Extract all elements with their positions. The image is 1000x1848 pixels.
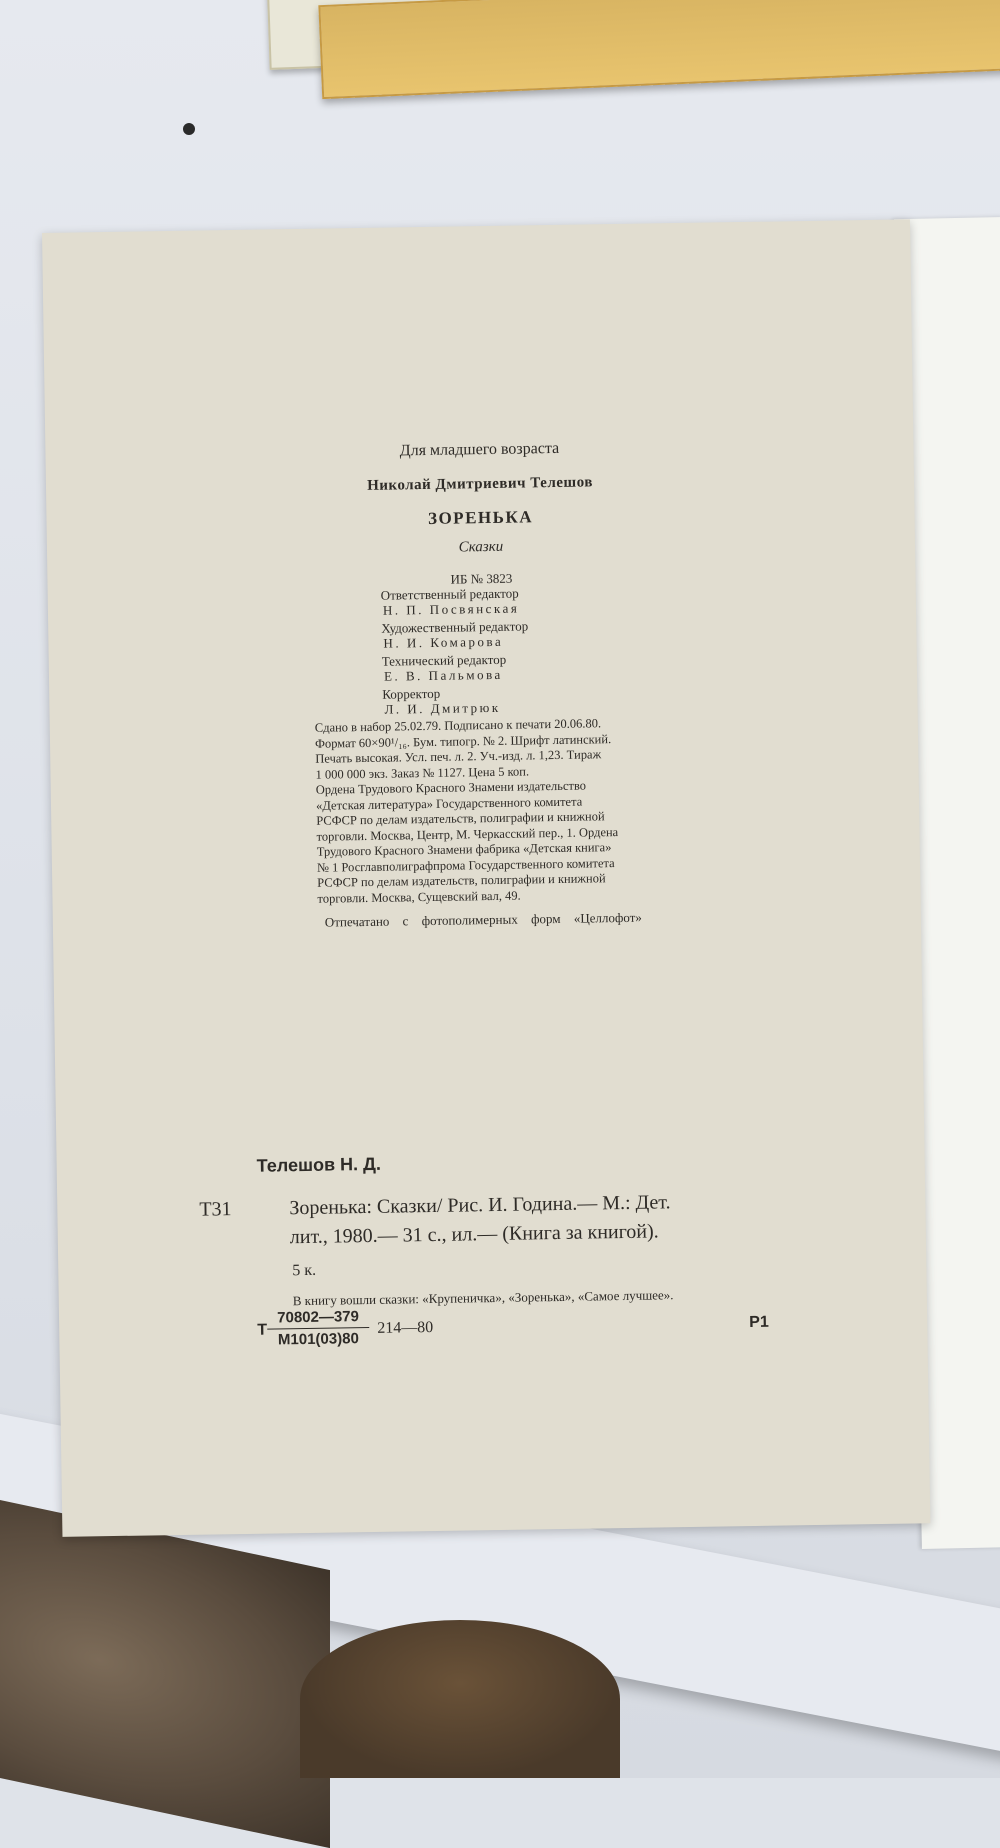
book-genre: Сказки xyxy=(458,538,504,556)
book-title: ЗОРЕНЬКА xyxy=(427,507,534,528)
class-denominator: М101(03)80 xyxy=(277,1330,359,1349)
imprint-line: Трудового Красного Знамени фабрика «Детская книга» xyxy=(316,840,612,859)
bib-line-2: лит., 1980.— 31 с., ил.— (Книга за книгой). xyxy=(289,1220,659,1249)
price-label: 5 к. xyxy=(292,1261,317,1280)
imprint-details xyxy=(315,714,738,907)
credit-role: Технический редактор xyxy=(381,651,507,669)
book-yellow xyxy=(318,0,1000,99)
class-suffix: 214—80 xyxy=(377,1318,434,1337)
class-numerator: 70802—379 xyxy=(267,1308,369,1330)
imprint-line: «Детская литература» Государственного комитета xyxy=(315,794,583,813)
imprint-line: № 1 Росглавполиграфпрома Государственного комитета xyxy=(316,855,615,875)
imprint-line: Ордена Трудового Красного Знамени издательство xyxy=(315,778,587,797)
imprint-line: РСФСР по делам издательств, полиграфии и книжной xyxy=(317,871,606,890)
credit-role: Корректор xyxy=(382,685,441,702)
class-fraction xyxy=(267,1308,370,1349)
author-full-name: Николай Дмитриевич Телешов xyxy=(367,474,593,494)
imprint-page xyxy=(42,219,930,1536)
imprint-line: 1 000 000 экз. Заказ № 1127. Цена 5 коп. xyxy=(315,763,530,782)
ib-number: ИБ № 3823 xyxy=(450,570,513,587)
credit-role: Художественный редактор xyxy=(381,618,529,636)
imprint-line: Формат 60×90¹/₁₆. Бум. типогр. № 2. Шрифт латинский. xyxy=(314,731,612,751)
credit-name: Е. В. Пальмова xyxy=(383,666,503,684)
bib-line-1: Зоренька: Сказки/ Рис. И. Година.— М.: Дет. xyxy=(289,1191,671,1220)
contents-note: В книгу вошли сказки: «Крупеничка», «Зоренька», «Самое лучшее». xyxy=(292,1287,674,1309)
printed-note: Отпечатано с фотополимерных форм «Целлофот» xyxy=(324,909,642,930)
imprint-line: торговли. Москва, Центр, М. Черкасский пер., 1. Ордена xyxy=(316,824,619,844)
bib-author: Телешов Н. Д. xyxy=(256,1153,382,1176)
credits-block xyxy=(381,583,653,719)
credit-name: Л. И. Дмитрюк xyxy=(384,699,501,717)
imprint-line: Сдано в набор 25.02.79. Подписано к печати 20.06.80. xyxy=(314,716,602,735)
book-stack xyxy=(268,0,1000,120)
credit-name: Н. И. Комарова xyxy=(383,633,504,651)
table-hole xyxy=(183,123,195,135)
credit-name: Н. П. Посвянская xyxy=(382,600,520,618)
bib-code: Т31 xyxy=(199,1198,232,1221)
audience-label: Для младшего возраста xyxy=(399,439,560,460)
class-right: Р1 xyxy=(749,1313,769,1332)
imprint-line: Печать высокая. Усл. печ. л. 2. Уч.-изд. л. 1,23. Тираж xyxy=(315,747,602,766)
hand-shadow xyxy=(300,1620,620,1778)
credit-role: Ответственный редактор xyxy=(380,585,519,603)
class-letter: Т xyxy=(257,1321,268,1339)
imprint-line: торговли. Москва, Сущевский вал, 49. xyxy=(317,888,521,906)
imprint-line: РСФСР по делам издательств, полиграфии и книжной xyxy=(316,809,605,828)
